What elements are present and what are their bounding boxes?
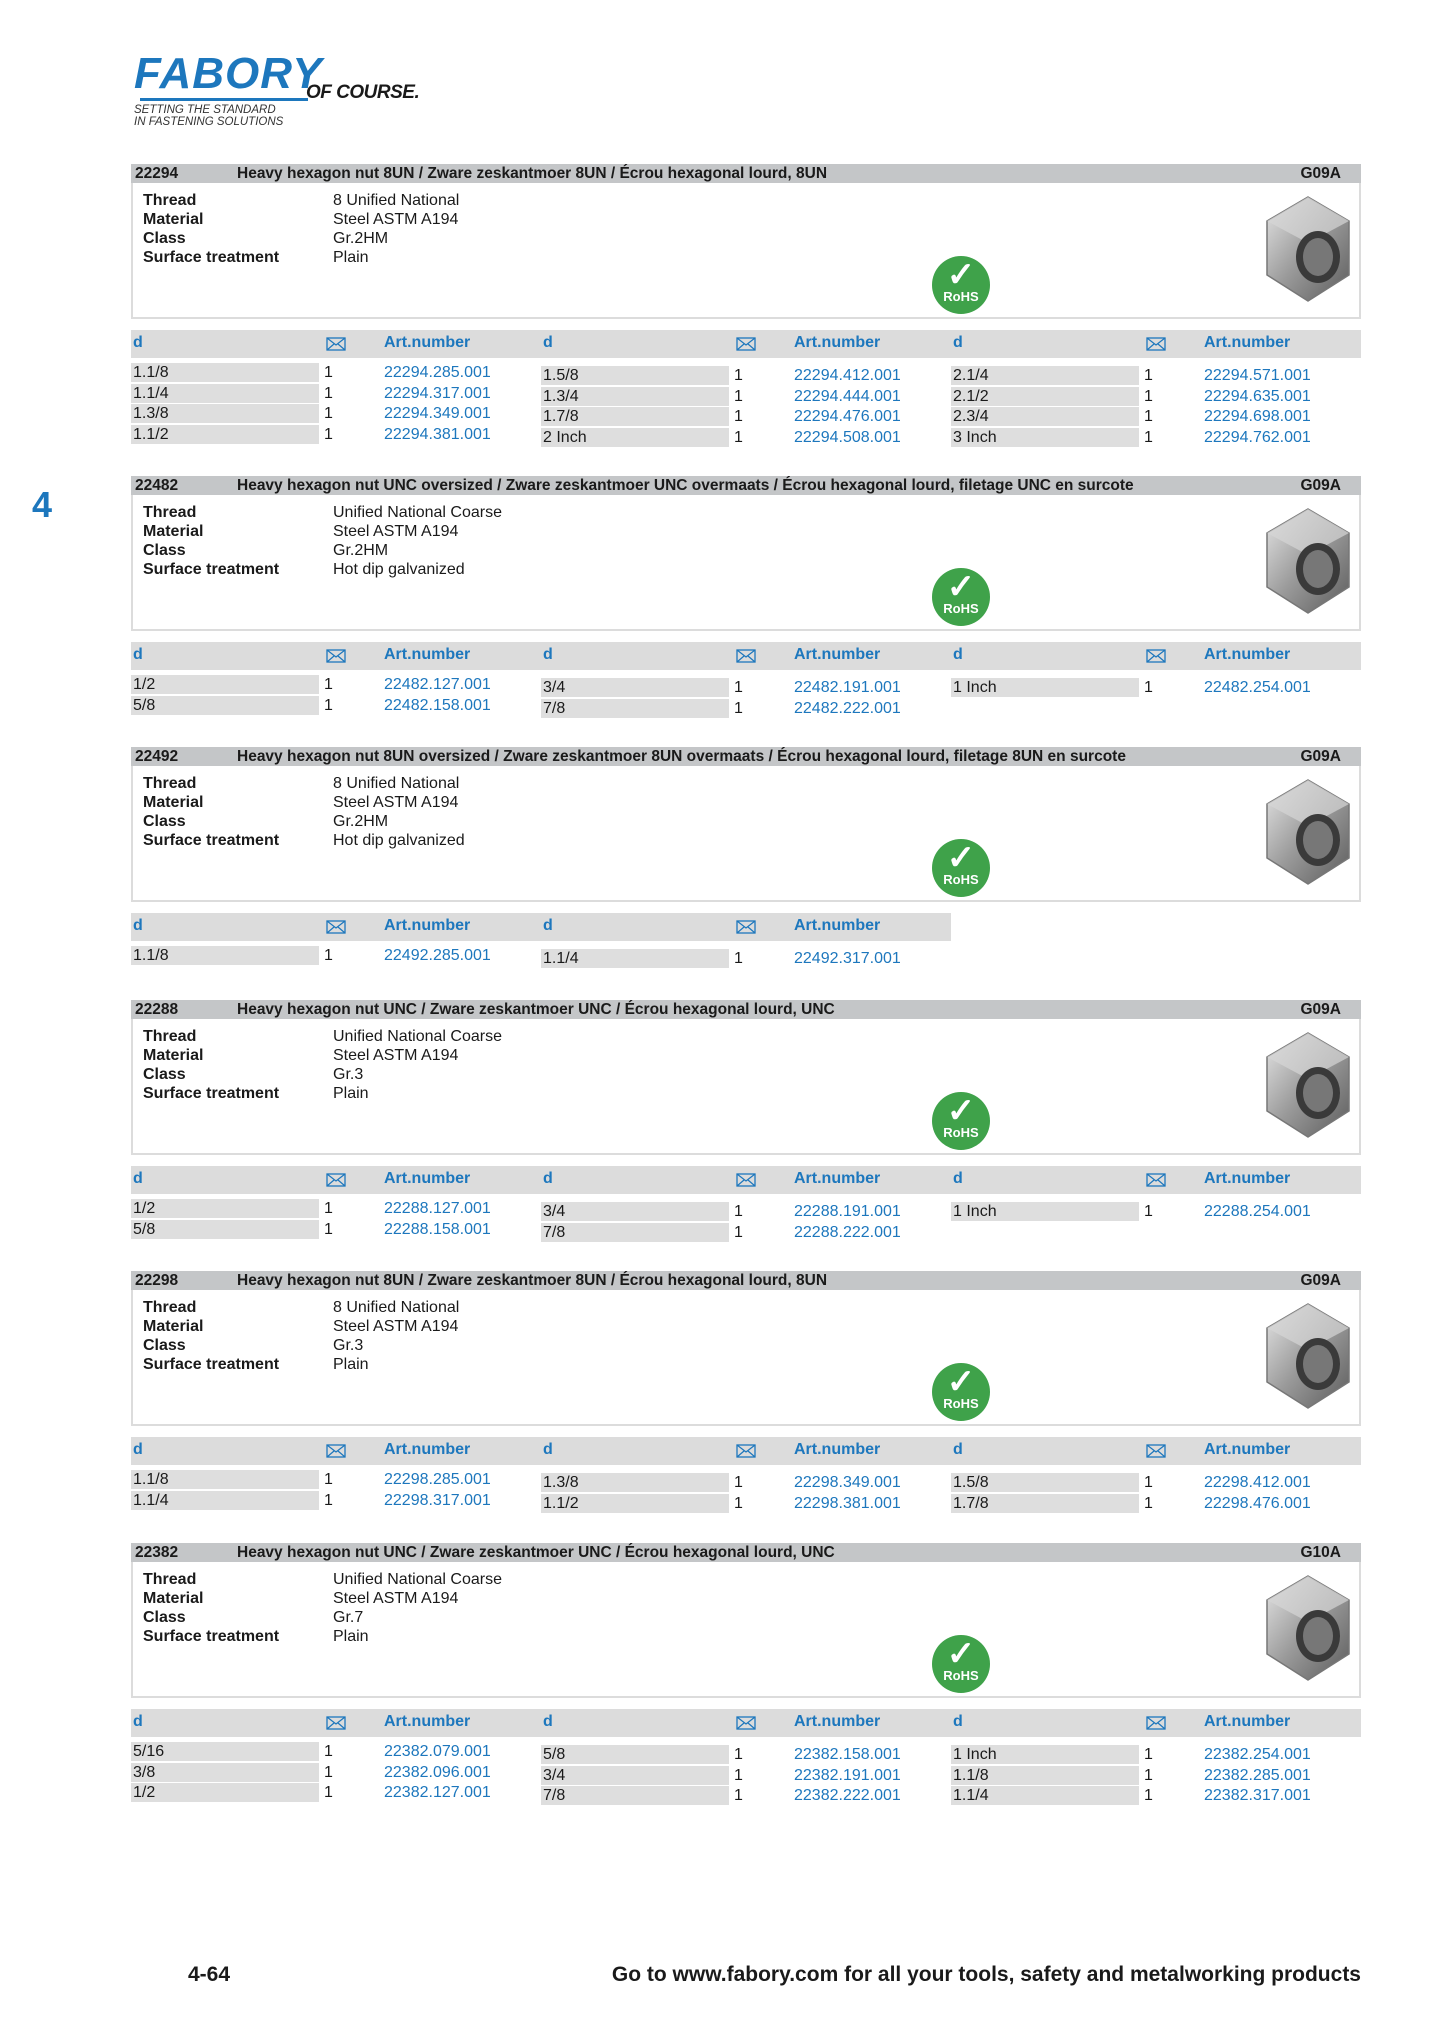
qty-value: 1 xyxy=(324,1200,333,1217)
product-header xyxy=(131,1000,1361,1019)
qty-value: 1 xyxy=(734,950,743,967)
art-number-link[interactable]: 22294.444.001 xyxy=(794,387,901,405)
spec-label: Material xyxy=(143,794,204,811)
spec-value: Unified National Coarse xyxy=(333,504,502,521)
spec-value: Hot dip galvanized xyxy=(333,832,465,849)
qty-value: 1 xyxy=(734,1766,743,1784)
art-number-link[interactable]: 22298.476.001 xyxy=(1204,1494,1311,1512)
fabory-logo xyxy=(134,49,420,128)
spec-value: 8 Unified National xyxy=(333,775,460,792)
art-number-link[interactable]: 22294.635.001 xyxy=(1204,387,1311,405)
rohs-badge xyxy=(932,1092,990,1150)
qty-value: 1 xyxy=(324,1743,333,1760)
spec-box xyxy=(131,766,1361,902)
col-header-d: d xyxy=(953,334,963,351)
d-value: 5/8 xyxy=(133,1220,156,1238)
tagline-line-1: SETTING THE STANDARD xyxy=(134,104,276,116)
col-header-art: Art.number xyxy=(794,1170,881,1187)
envelope-icon xyxy=(736,1716,756,1730)
d-value: 1.3/4 xyxy=(543,387,579,405)
d-value: 1.5/8 xyxy=(953,1474,989,1491)
d-value: 1/2 xyxy=(133,1784,156,1801)
d-value: 2.1/4 xyxy=(953,367,989,384)
rohs-label: RoHS xyxy=(943,1668,979,1683)
art-number-link[interactable]: 22288.191.001 xyxy=(794,1203,901,1220)
art-number-link[interactable]: 22294.508.001 xyxy=(794,428,901,446)
footer-text: Go to www.fabory.com for all your tools, safety and metalworking products xyxy=(611,1963,1361,1986)
envelope-icon xyxy=(736,1444,756,1458)
table-row xyxy=(541,678,729,697)
check-icon: ✓ xyxy=(946,1363,976,1401)
d-value: 1.3/8 xyxy=(133,405,169,422)
col-header-d: d xyxy=(953,1170,963,1187)
spec-value: Gr.2HM xyxy=(333,813,389,830)
brand-name: FABORY xyxy=(134,49,323,98)
art-number-link[interactable]: 22482.158.001 xyxy=(384,696,491,714)
qty-value: 1 xyxy=(324,676,333,693)
spec-label: Material xyxy=(143,523,204,540)
col-header-d: d xyxy=(953,646,963,663)
product-header xyxy=(131,476,1361,495)
check-icon: ✓ xyxy=(946,839,976,877)
col-header-art: Art.number xyxy=(384,917,471,934)
qty-value: 1 xyxy=(324,947,333,964)
d-value: 5/16 xyxy=(133,1743,165,1760)
col-header-d: d xyxy=(133,917,143,934)
d-value: 1.1/4 xyxy=(133,1491,169,1509)
art-number-link[interactable]: 22294.571.001 xyxy=(1204,367,1311,384)
spec-value: Unified National Coarse xyxy=(333,1028,502,1045)
check-icon: ✓ xyxy=(946,568,976,606)
col-header-d: d xyxy=(133,646,143,663)
hex-nut-image xyxy=(1263,507,1353,615)
d-value: 2.3/4 xyxy=(953,408,989,425)
art-number-link[interactable]: 22298.349.001 xyxy=(794,1474,901,1491)
d-value: 1.7/8 xyxy=(953,1494,989,1512)
art-number-link[interactable]: 22298.412.001 xyxy=(1204,1474,1311,1491)
art-number-link[interactable]: 22382.158.001 xyxy=(794,1746,901,1763)
art-number-link[interactable]: 22294.381.001 xyxy=(384,425,491,443)
spec-label: Surface treatment xyxy=(143,1085,280,1102)
d-value: 1 Inch xyxy=(953,679,997,696)
envelope-icon xyxy=(1146,1444,1166,1458)
d-value: 1.1/8 xyxy=(133,947,169,964)
d-value: 3/4 xyxy=(543,1203,566,1220)
product-header xyxy=(131,164,1361,183)
qty-value: 1 xyxy=(734,367,743,384)
col-header-d: d xyxy=(543,917,553,934)
qty-value: 1 xyxy=(324,696,333,714)
art-number-link[interactable]: 22288.254.001 xyxy=(1204,1203,1311,1220)
envelope-icon xyxy=(326,1716,346,1730)
product-code: 22382 xyxy=(135,1544,179,1561)
col-header-d: d xyxy=(953,1713,963,1730)
product-header xyxy=(131,1271,1361,1290)
rohs-badge xyxy=(932,1363,990,1421)
d-value: 1/2 xyxy=(133,1200,156,1217)
art-number-link[interactable]: 22382.222.001 xyxy=(794,1787,901,1804)
spec-value: Steel ASTM A194 xyxy=(333,794,459,811)
d-value: 1 Inch xyxy=(953,1746,997,1763)
envelope-icon xyxy=(326,920,346,934)
envelope-icon xyxy=(736,1173,756,1187)
col-header-art: Art.number xyxy=(1204,646,1291,663)
art-number-link[interactable]: 22382.079.001 xyxy=(384,1743,491,1760)
spec-box xyxy=(131,183,1361,319)
art-number-link[interactable]: 22482.254.001 xyxy=(1204,679,1311,696)
spec-label: Class xyxy=(143,1066,186,1083)
table-row xyxy=(541,1786,729,1805)
col-header-art: Art.number xyxy=(794,1713,881,1730)
spec-label: Material xyxy=(143,1047,204,1064)
product-title: Heavy hexagon nut UNC oversized / Zware zeskantmoer UNC overmaats / Écrou hexagonal lourd, filetage UNC en surcote xyxy=(237,477,1134,494)
table-row xyxy=(541,1766,729,1785)
spec-value: Steel ASTM A194 xyxy=(333,1047,459,1064)
spec-value: Gr.3 xyxy=(333,1066,364,1083)
art-number-link[interactable]: 22382.285.001 xyxy=(1204,1766,1311,1784)
envelope-icon xyxy=(736,649,756,663)
art-number-link[interactable]: 22294.349.001 xyxy=(384,405,491,422)
product-group: G09A xyxy=(1300,477,1341,494)
d-value: 3/4 xyxy=(543,679,566,696)
spec-label: Surface treatment xyxy=(143,561,280,578)
qty-value: 1 xyxy=(1144,387,1153,405)
d-value: 1.1/4 xyxy=(543,950,579,967)
logo-underline xyxy=(140,98,308,101)
brand-tagline xyxy=(134,104,283,128)
col-header-art: Art.number xyxy=(794,1441,881,1458)
art-number-link[interactable]: 22482.127.001 xyxy=(384,676,491,693)
spec-value: Gr.7 xyxy=(333,1609,364,1626)
envelope-icon xyxy=(1146,1173,1166,1187)
product-code: 22294 xyxy=(135,165,179,182)
col-header-art: Art.number xyxy=(794,917,881,934)
art-number-link[interactable]: 22382.191.001 xyxy=(794,1766,901,1784)
qty-value: 1 xyxy=(1144,1766,1153,1784)
spec-box xyxy=(131,1562,1361,1698)
col-header-d: d xyxy=(543,646,553,663)
product-title: Heavy hexagon nut 8UN oversized / Zware zeskantmoer 8UN overmaats / Écrou hexagonal lourd, filetage 8UN en surcote xyxy=(237,748,1126,765)
qty-value: 1 xyxy=(324,1471,333,1488)
qty-value: 1 xyxy=(734,1474,743,1491)
d-value: 1 Inch xyxy=(953,1203,997,1220)
hex-nut-image xyxy=(1263,1574,1353,1682)
col-header-art: Art.number xyxy=(1204,1441,1291,1458)
product-title: Heavy hexagon nut UNC / Zware zeskantmoer UNC / Écrou hexagonal lourd, UNC xyxy=(237,1544,835,1561)
spec-label: Surface treatment xyxy=(143,249,280,266)
hex-nut-image xyxy=(1263,1302,1353,1410)
d-value: 1/2 xyxy=(133,676,156,693)
spec-value: Plain xyxy=(333,1628,369,1645)
d-value: 1.7/8 xyxy=(543,408,579,425)
check-icon: ✓ xyxy=(946,1635,976,1673)
spec-value: Gr.3 xyxy=(333,1337,364,1354)
art-number-link[interactable]: 22482.191.001 xyxy=(794,679,901,696)
spec-label: Thread xyxy=(143,1028,197,1045)
table-row xyxy=(131,1220,319,1239)
envelope-icon xyxy=(1146,649,1166,663)
col-header-art: Art.number xyxy=(384,646,471,663)
spec-label: Class xyxy=(143,542,186,559)
envelope-icon xyxy=(1146,1716,1166,1730)
spec-label: Surface treatment xyxy=(143,1628,280,1645)
col-header-art: Art.number xyxy=(1204,1170,1291,1187)
d-value: 1.1/4 xyxy=(953,1787,989,1804)
d-value: 5/8 xyxy=(133,696,156,714)
spec-label: Surface treatment xyxy=(143,1356,280,1373)
art-number-link[interactable]: 22288.222.001 xyxy=(794,1223,901,1241)
art-number-link[interactable]: 22382.096.001 xyxy=(384,1763,491,1781)
col-header-d: d xyxy=(133,1713,143,1730)
col-header-d: d xyxy=(543,1441,553,1458)
hex-nut-image xyxy=(1263,778,1353,886)
qty-value: 1 xyxy=(324,425,333,443)
d-value: 5/8 xyxy=(543,1746,566,1763)
spec-label: Thread xyxy=(143,1299,197,1316)
brand-slogan: OF COURSE. xyxy=(306,82,420,103)
spec-label: Class xyxy=(143,230,186,247)
product-group: G09A xyxy=(1300,1001,1341,1018)
art-number-link[interactable]: 22492.285.001 xyxy=(384,947,491,964)
col-header-d: d xyxy=(133,334,143,351)
qty-value: 1 xyxy=(1144,679,1153,696)
qty-value: 1 xyxy=(1144,428,1153,446)
spec-box xyxy=(131,1290,1361,1426)
col-header-d: d xyxy=(543,1713,553,1730)
d-value: 1.1/2 xyxy=(543,1494,579,1512)
spec-value: Unified National Coarse xyxy=(333,1571,502,1588)
spec-value: Plain xyxy=(333,249,369,266)
table-row xyxy=(131,1199,319,1218)
spec-value: Steel ASTM A194 xyxy=(333,523,459,540)
spec-label: Material xyxy=(143,1318,204,1335)
envelope-icon xyxy=(326,1173,346,1187)
qty-value: 1 xyxy=(1144,1787,1153,1804)
rohs-label: RoHS xyxy=(943,1125,979,1140)
col-header-art: Art.number xyxy=(794,334,881,351)
art-number-link[interactable]: 22294.762.001 xyxy=(1204,428,1311,446)
spec-value: Gr.2HM xyxy=(333,230,389,247)
d-value: 2 Inch xyxy=(543,428,587,446)
spec-label: Thread xyxy=(143,1571,197,1588)
art-number-link[interactable]: 22492.317.001 xyxy=(794,950,901,967)
qty-value: 1 xyxy=(734,1787,743,1804)
spec-value: Hot dip galvanized xyxy=(333,561,465,578)
col-header-art: Art.number xyxy=(794,646,881,663)
d-value: 1.5/8 xyxy=(543,367,579,384)
envelope-icon xyxy=(326,337,346,351)
art-number-link[interactable]: 22288.127.001 xyxy=(384,1200,491,1217)
rohs-badge xyxy=(932,256,990,314)
qty-value: 1 xyxy=(734,699,743,717)
spec-label: Material xyxy=(143,211,204,228)
col-header-d: d xyxy=(543,334,553,351)
d-value: 1.1/8 xyxy=(953,1766,989,1784)
product-group: G09A xyxy=(1300,165,1341,182)
art-number-link[interactable]: 22294.698.001 xyxy=(1204,408,1311,425)
col-header-d: d xyxy=(133,1170,143,1187)
qty-value: 1 xyxy=(734,679,743,696)
page-number: 4-64 xyxy=(188,1963,231,1986)
spec-value: Plain xyxy=(333,1085,369,1102)
art-number-link[interactable]: 22294.317.001 xyxy=(384,384,491,402)
col-header-art: Art.number xyxy=(384,1170,471,1187)
envelope-icon xyxy=(736,920,756,934)
qty-value: 1 xyxy=(1144,1203,1153,1220)
qty-value: 1 xyxy=(1144,1494,1153,1512)
qty-value: 1 xyxy=(1144,1746,1153,1763)
art-number-link[interactable]: 22294.476.001 xyxy=(794,408,901,425)
qty-value: 1 xyxy=(1144,408,1153,425)
d-value: 3 Inch xyxy=(953,428,997,446)
product-group: G10A xyxy=(1300,1544,1341,1561)
rohs-badge xyxy=(932,1635,990,1693)
product-code: 22482 xyxy=(135,477,179,494)
d-value: 3/4 xyxy=(543,1766,566,1784)
col-header-d: d xyxy=(543,1170,553,1187)
spec-label: Thread xyxy=(143,504,197,521)
product-title: Heavy hexagon nut 8UN / Zware zeskantmoer 8UN / Écrou hexagonal lourd, 8UN xyxy=(237,1272,828,1289)
col-header-art: Art.number xyxy=(1204,334,1291,351)
table-row xyxy=(541,1745,729,1764)
spec-label: Class xyxy=(143,1337,186,1354)
art-number-link[interactable]: 22298.317.001 xyxy=(384,1491,491,1509)
qty-value: 1 xyxy=(1144,1474,1153,1491)
table-row xyxy=(131,696,319,715)
product-header xyxy=(131,747,1361,766)
check-icon: ✓ xyxy=(946,1092,976,1130)
d-value: 2.1/2 xyxy=(953,387,989,405)
qty-value: 1 xyxy=(324,1763,333,1781)
d-value: 1.1/4 xyxy=(133,384,169,402)
qty-value: 1 xyxy=(734,1203,743,1220)
hex-nut-image xyxy=(1263,195,1353,303)
qty-value: 1 xyxy=(734,1223,743,1241)
spec-label: Material xyxy=(143,1590,204,1607)
table-row xyxy=(541,1223,729,1242)
qty-value: 1 xyxy=(324,405,333,422)
spec-label: Thread xyxy=(143,192,197,209)
d-value: 1.3/8 xyxy=(543,1474,579,1491)
product-code: 22492 xyxy=(135,748,179,765)
qty-value: 1 xyxy=(324,364,333,381)
qty-value: 1 xyxy=(324,1220,333,1238)
art-number-link[interactable]: 22298.285.001 xyxy=(384,1471,491,1488)
spec-value: Plain xyxy=(333,1356,369,1373)
rohs-badge xyxy=(932,839,990,897)
col-header-art: Art.number xyxy=(384,1441,471,1458)
rohs-label: RoHS xyxy=(943,601,979,616)
art-number-link[interactable]: 22382.254.001 xyxy=(1204,1746,1311,1763)
art-number-link[interactable]: 22294.285.001 xyxy=(384,364,491,381)
qty-value: 1 xyxy=(324,1784,333,1801)
art-number-link[interactable]: 22298.381.001 xyxy=(794,1494,901,1512)
col-header-art: Art.number xyxy=(384,1713,471,1730)
product-title: Heavy hexagon nut UNC / Zware zeskantmoer UNC / Écrou hexagonal lourd, UNC xyxy=(237,1001,835,1018)
spec-box xyxy=(131,1019,1361,1155)
art-number-link[interactable]: 22294.412.001 xyxy=(794,367,901,384)
d-value: 7/8 xyxy=(543,1787,566,1804)
spec-label: Surface treatment xyxy=(143,832,280,849)
d-value: 7/8 xyxy=(543,699,566,717)
table-row xyxy=(131,1763,319,1782)
col-header-art: Art.number xyxy=(384,334,471,351)
chapter-number: 4 xyxy=(32,484,53,525)
rohs-label: RoHS xyxy=(943,289,979,304)
rohs-badge xyxy=(932,568,990,626)
rohs-label: RoHS xyxy=(943,1396,979,1411)
product-code: 22298 xyxy=(135,1272,179,1289)
col-header-art: Art.number xyxy=(1204,1713,1291,1730)
d-value: 3/8 xyxy=(133,1763,156,1781)
col-header-d: d xyxy=(953,1441,963,1458)
table-row xyxy=(541,1202,729,1221)
art-number-link[interactable]: 22382.127.001 xyxy=(384,1784,491,1801)
d-value: 1.1/8 xyxy=(133,364,169,381)
art-number-link[interactable]: 22288.158.001 xyxy=(384,1220,491,1238)
rohs-label: RoHS xyxy=(943,872,979,887)
check-icon: ✓ xyxy=(946,256,976,294)
art-number-link[interactable]: 22382.317.001 xyxy=(1204,1787,1311,1804)
art-number-link[interactable]: 22482.222.001 xyxy=(794,699,901,717)
product-header xyxy=(131,1543,1361,1562)
table-row xyxy=(541,699,729,718)
d-value: 1.1/8 xyxy=(133,1471,169,1488)
product-group: G09A xyxy=(1300,748,1341,765)
envelope-icon xyxy=(736,337,756,351)
product-title: Heavy hexagon nut 8UN / Zware zeskantmoer 8UN / Écrou hexagonal lourd, 8UN xyxy=(237,165,828,182)
qty-value: 1 xyxy=(734,1746,743,1763)
envelope-icon xyxy=(326,649,346,663)
qty-value: 1 xyxy=(324,1491,333,1509)
envelope-icon xyxy=(1146,337,1166,351)
spec-value: Steel ASTM A194 xyxy=(333,1318,459,1335)
table-row xyxy=(131,675,319,694)
envelope-icon xyxy=(326,1444,346,1458)
d-value: 1.1/2 xyxy=(133,425,169,443)
product-group: G09A xyxy=(1300,1272,1341,1289)
spec-value: 8 Unified National xyxy=(333,192,460,209)
spec-value: 8 Unified National xyxy=(333,1299,460,1316)
spec-label: Thread xyxy=(143,775,197,792)
qty-value: 1 xyxy=(1144,367,1153,384)
hex-nut-image xyxy=(1263,1031,1353,1139)
tagline-line-2: IN FASTENING SOLUTIONS xyxy=(134,116,284,128)
spec-value: Steel ASTM A194 xyxy=(333,1590,459,1607)
qty-value: 1 xyxy=(734,1494,743,1512)
qty-value: 1 xyxy=(734,408,743,425)
qty-value: 1 xyxy=(324,384,333,402)
spec-box xyxy=(131,495,1361,631)
spec-label: Class xyxy=(143,813,186,830)
col-header-d: d xyxy=(133,1441,143,1458)
d-value: 7/8 xyxy=(543,1223,566,1241)
spec-value: Gr.2HM xyxy=(333,542,389,559)
spec-label: Class xyxy=(143,1609,186,1626)
spec-value: Steel ASTM A194 xyxy=(333,211,459,228)
qty-value: 1 xyxy=(734,428,743,446)
product-code: 22288 xyxy=(135,1001,179,1018)
table-row xyxy=(131,1783,319,1802)
qty-value: 1 xyxy=(734,387,743,405)
